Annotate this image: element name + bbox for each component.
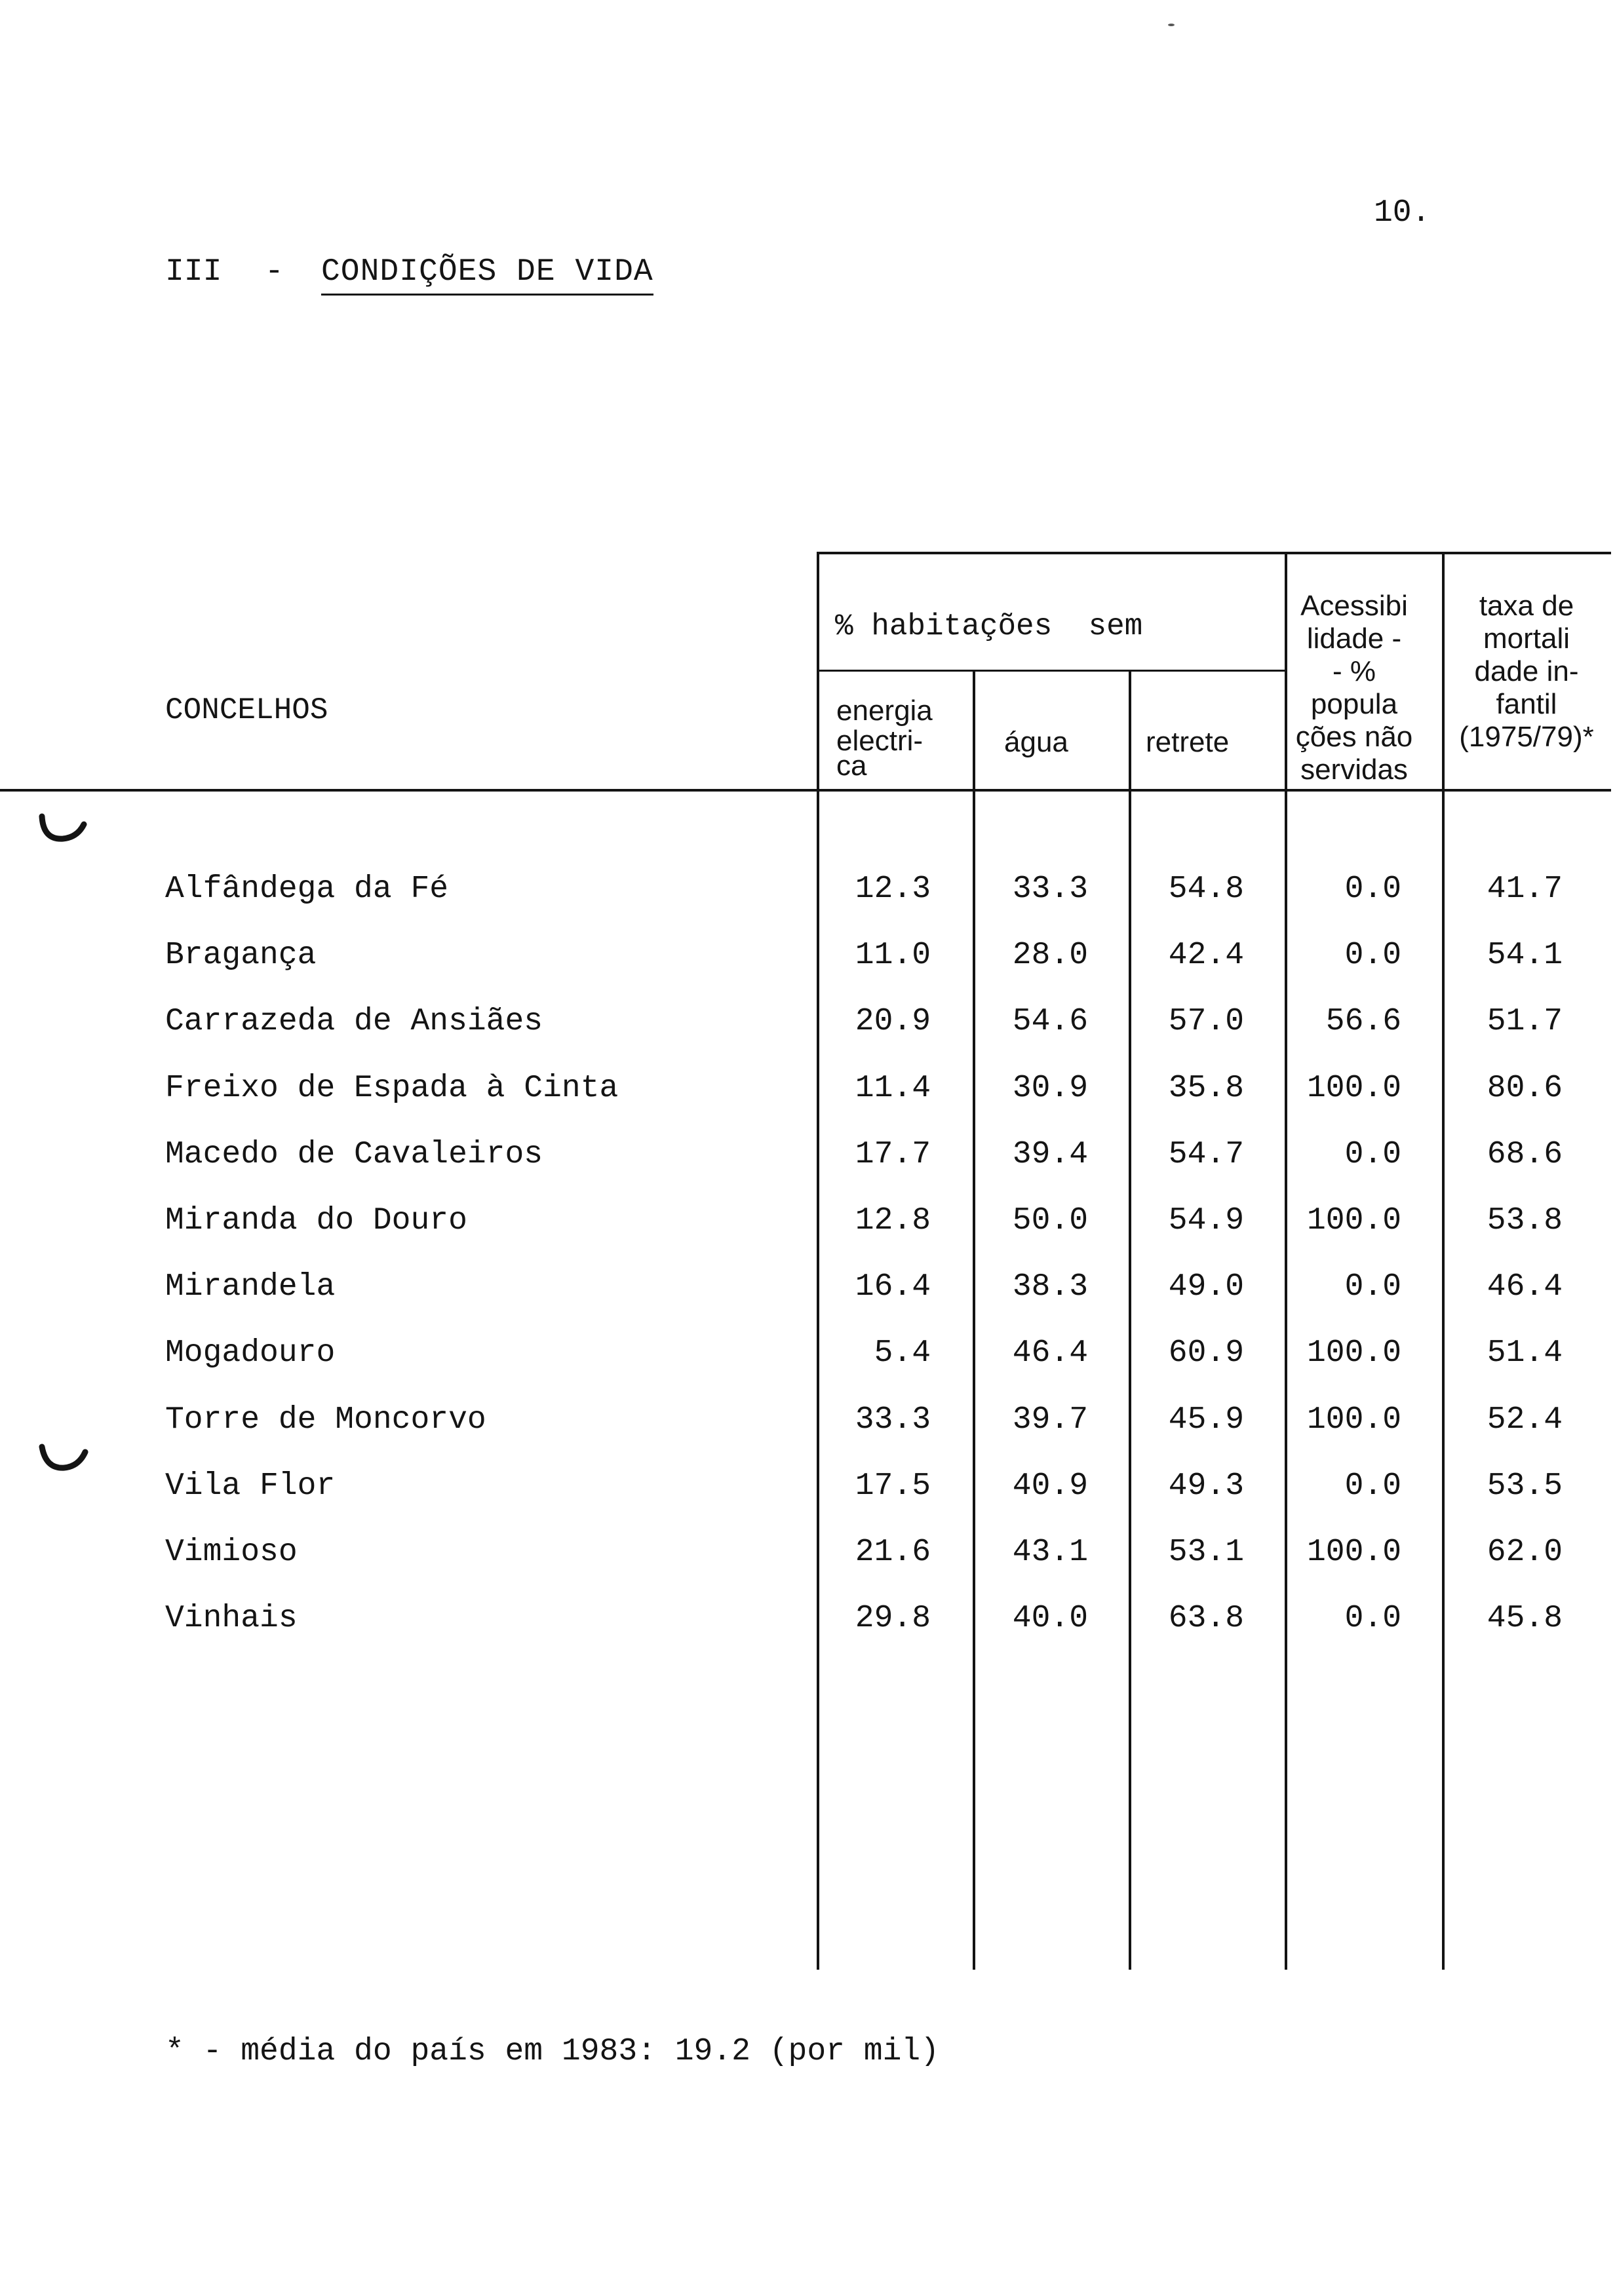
cell-mortalidade: 68.6 [1487,1137,1563,1172]
col-rule-4 [1285,552,1287,1970]
header-acess-line3: - % popula [1310,655,1398,720]
header-retrete: retrete [1146,726,1230,758]
cell-acessibilidade: 0.0 [1344,1269,1401,1305]
cell-energia: 11.4 [855,1071,931,1106]
header-acess-line4: ções não [1295,721,1413,753]
header-mort-line1: taxa de [1479,590,1574,622]
cell-acessibilidade: 100.0 [1306,1402,1401,1438]
cell-retrete: 45.9 [1168,1402,1244,1438]
cell-retrete: 42.4 [1168,938,1244,973]
cell-mortalidade: 53.5 [1487,1468,1563,1504]
cell-acessibilidade: 100.0 [1306,1203,1401,1238]
cell-retrete: 49.0 [1168,1269,1244,1305]
cell-acessibilidade: 0.0 [1344,938,1401,973]
row-concelho: Mirandela [165,1269,336,1305]
cell-acessibilidade: 0.0 [1344,871,1401,907]
cell-acessibilidade: 100.0 [1306,1335,1401,1371]
cell-acessibilidade: 0.0 [1344,1468,1401,1504]
row-concelho: Freixo de Espada à Cinta [165,1071,619,1106]
header-concelhos: CONCELHOS [165,693,328,727]
header-mort-line4: fantil [1496,688,1557,720]
cell-energia: 33.3 [855,1402,931,1438]
cell-energia: 17.7 [855,1137,931,1172]
cell-mortalidade: 51.4 [1487,1335,1563,1371]
cell-mortalidade: 52.4 [1487,1402,1563,1438]
col-rule-5 [1442,552,1445,1970]
cell-retrete: 54.9 [1168,1203,1244,1238]
cell-mortalidade: 53.8 [1487,1203,1563,1238]
cell-mortalidade: 46.4 [1487,1269,1563,1305]
cell-agua: 43.1 [1012,1535,1088,1570]
header-mort-line5: (1975/79)* [1459,721,1594,753]
cell-agua: 54.6 [1012,1004,1088,1039]
cell-agua: 40.9 [1012,1468,1088,1504]
cell-energia: 20.9 [855,1004,931,1039]
col-rule-1 [817,552,819,1970]
cell-acessibilidade: 0.0 [1344,1601,1401,1636]
header-energia-line1: energia [836,695,933,727]
section-title: CONDIÇÕES DE VIDA [321,254,653,296]
cell-retrete: 53.1 [1168,1535,1244,1570]
cell-energia: 17.5 [855,1468,931,1504]
cell-acessibilidade: 100.0 [1306,1535,1401,1570]
header-group-habitacoes: % habitações sem [835,609,1143,643]
cell-agua: 28.0 [1012,938,1088,973]
cell-mortalidade: 62.0 [1487,1535,1563,1570]
scan-speck [1168,24,1175,26]
cell-agua: 30.9 [1012,1071,1088,1106]
cell-retrete: 57.0 [1168,1004,1244,1039]
cell-retrete: 54.8 [1168,871,1244,907]
header-bottom-rule [0,789,1611,792]
cell-mortalidade: 54.1 [1487,938,1563,973]
header-energia-line2: electri- [836,725,924,757]
cell-agua: 33.3 [1012,871,1088,907]
binder-hole-mark-top [37,810,89,849]
cell-energia: 12.3 [855,871,931,907]
header-agua: água [1004,726,1068,758]
cell-agua: 50.0 [1012,1203,1088,1238]
header-energia-line3: ca [836,750,867,782]
row-concelho: Macedo de Cavaleiros [165,1137,543,1172]
header-acess-line2: lidade - [1306,622,1402,655]
cell-agua: 38.3 [1012,1269,1088,1305]
row-concelho: Vila Flor [165,1468,336,1504]
header-acess-line1: Acessibi [1300,590,1408,622]
cell-mortalidade: 41.7 [1487,871,1563,907]
cell-mortalidade: 51.7 [1487,1004,1563,1039]
cell-agua: 39.7 [1012,1402,1088,1438]
cell-energia: 5.4 [874,1335,931,1371]
cell-energia: 11.0 [855,938,931,973]
row-concelho: Torre de Moncorvo [165,1402,486,1438]
cell-agua: 46.4 [1012,1335,1088,1371]
cell-acessibilidade: 56.6 [1325,1004,1401,1039]
header-mort-line2: mortali [1483,622,1570,655]
cell-agua: 39.4 [1012,1137,1088,1172]
section-dash: - [265,254,284,290]
header-mort-line3: dade in- [1474,655,1579,687]
row-concelho: Miranda do Douro [165,1203,467,1238]
row-concelho: Alfândega da Fé [165,871,449,907]
cell-energia: 12.8 [855,1203,931,1238]
cell-mortalidade: 45.8 [1487,1601,1563,1636]
section-number: III [165,254,222,290]
cell-agua: 40.0 [1012,1601,1088,1636]
group-header-rule [817,670,1286,672]
header-acess-line5: servidas [1300,754,1408,786]
cell-retrete: 60.9 [1168,1335,1244,1371]
cell-acessibilidade: 0.0 [1344,1137,1401,1172]
row-concelho: Vimioso [165,1535,298,1570]
page-number: 10. [1374,195,1431,231]
cell-retrete: 49.3 [1168,1468,1244,1504]
footnote: * - média do país em 1983: 19.2 (por mil) [165,2034,939,2069]
cell-retrete: 63.8 [1168,1601,1244,1636]
cell-energia: 16.4 [855,1269,931,1305]
col-rule-2 [973,670,975,1970]
row-concelho: Mogadouro [165,1335,336,1371]
header-mortalidade [1446,590,1607,754]
cell-retrete: 35.8 [1168,1071,1244,1106]
cell-retrete: 54.7 [1168,1137,1244,1172]
cell-energia: 29.8 [855,1601,931,1636]
cell-acessibilidade: 100.0 [1306,1071,1401,1106]
row-concelho: Carrazeda de Ansiães [165,1004,543,1039]
row-concelho: Vinhais [165,1601,298,1636]
cell-energia: 21.6 [855,1535,931,1570]
table-top-rule [817,552,1611,554]
row-concelho: Bragança [165,938,317,973]
header-acessibilidade [1295,590,1413,786]
col-rule-3 [1129,670,1131,1970]
cell-mortalidade: 80.6 [1487,1071,1563,1106]
header-energia [836,695,933,782]
binder-hole-mark-bottom [37,1439,89,1478]
